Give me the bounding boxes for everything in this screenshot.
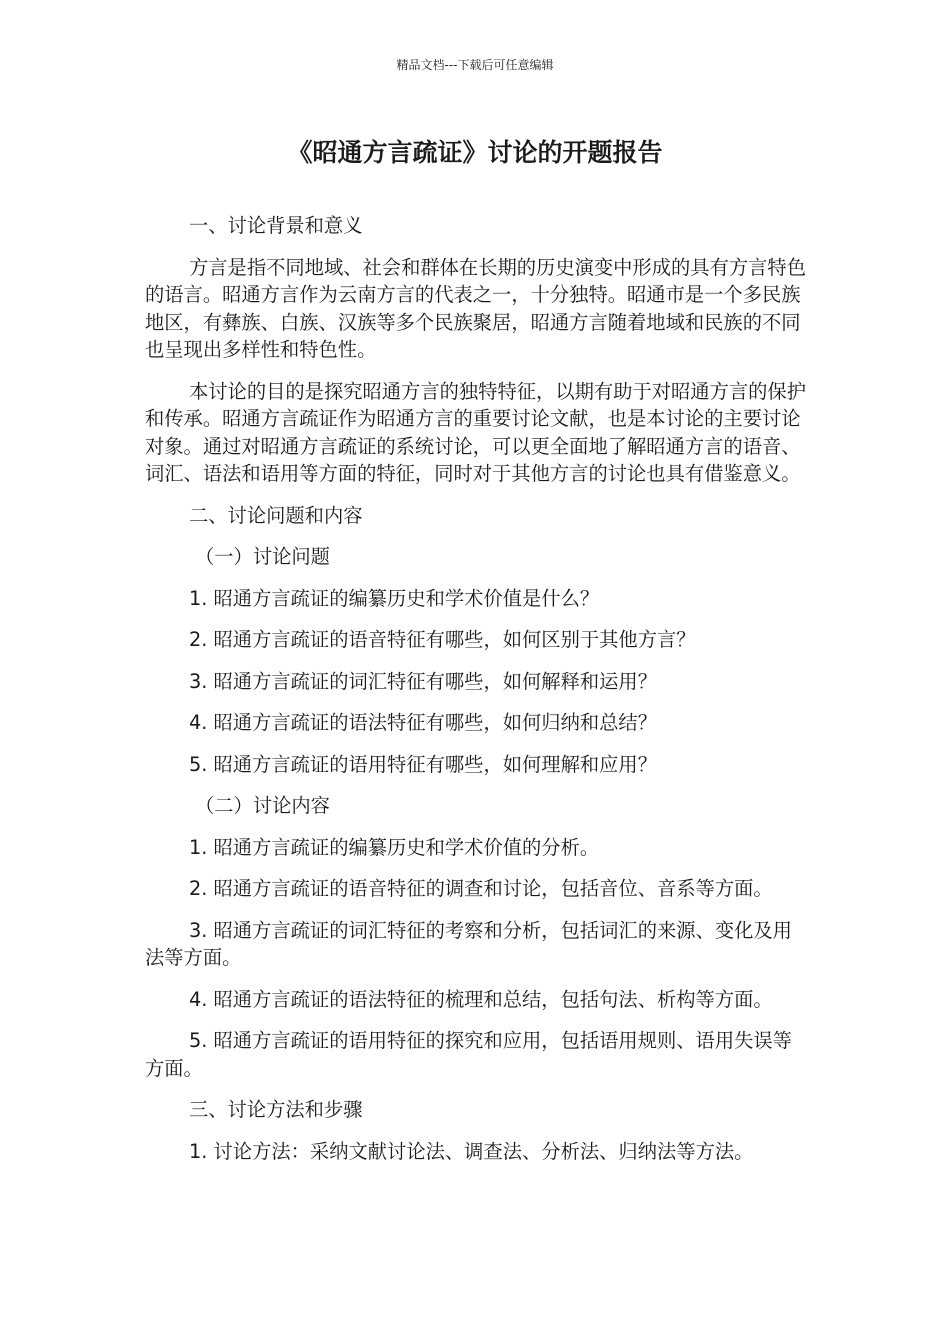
list-item: 5. 昭通方言疏证的语用特征有哪些，如何理解和应用？ (189, 752, 657, 776)
subsection-heading: （二）讨论内容 (195, 794, 330, 817)
page-header: 精品文档---下载后可任意编辑 (396, 58, 554, 72)
list-item: 1. 讨论方法：采纳文献讨论法、调查法、分析法、归纳法等方法。 (189, 1139, 754, 1163)
list-item: 1. 昭通方言疏证的编纂历史和学术价值的分析。 (189, 835, 600, 859)
section-heading: 三、讨论方法和步骤 (189, 1098, 363, 1121)
list-item: 4. 昭通方言疏证的语法特征有哪些，如何归纳和总结？ (189, 711, 657, 734)
body-paragraph: 本讨论的目的是探究昭通方言的独特特征，以期有助于对昭通方言的保护和传承。昭通方言疏证作为昭通方言的重要讨论文献，也是本讨论的主要讨论对象。通过对昭通方言疏证的系统讨论，可以更全面地了解昭通方言的语音、词汇、语法和语用等方面的特征，同时对于其他方言的讨论也具有借鉴意义。 (145, 379, 806, 485)
list-item: 4. 昭通方言疏证的语法特征的梳理和总结，包括句法、析构等方面。 (189, 987, 773, 1011)
document-title: 《昭通方言疏证》讨论的开题报告 (287, 138, 663, 167)
document-body (145, 212, 809, 1179)
list-item: 2. 昭通方言疏证的语音特征的调查和讨论，包括音位、音系等方面。 (189, 877, 773, 900)
list-item: 1. 昭通方言疏证的编纂历史和学术价值是什么？ (189, 586, 600, 610)
subsection-heading: （一）讨论问题 (195, 545, 330, 568)
list-item: 5. 昭通方言疏证的语用特征的探究和应用，包括语用规则、语用失误等方面。 (145, 1029, 792, 1080)
section-heading: 二、讨论问题和内容 (189, 503, 363, 527)
list-item: 3. 昭通方言疏证的词汇特征的考察和分析，包括词汇的来源、变化及用法等方面。 (145, 918, 792, 969)
list-item: 2. 昭通方言疏证的语音特征有哪些，如何区别于其他方言？ (189, 628, 696, 651)
list-item: 3. 昭通方言疏证的词汇特征有哪些，如何解释和运用？ (189, 669, 657, 693)
section-heading: 一、讨论背景和意义 (189, 214, 363, 237)
body-paragraph: 方言是指不同地域、社会和群体在长期的历史演变中形成的具有方言特色的语言。昭通方言作为云南方言的代表之一，十分独特。昭通市是一个多民族地区，有彝族、白族、汉族等多个民族聚居，昭通方言随着地域和民族的不同也呈现出多样性和特色性。 (145, 255, 806, 361)
